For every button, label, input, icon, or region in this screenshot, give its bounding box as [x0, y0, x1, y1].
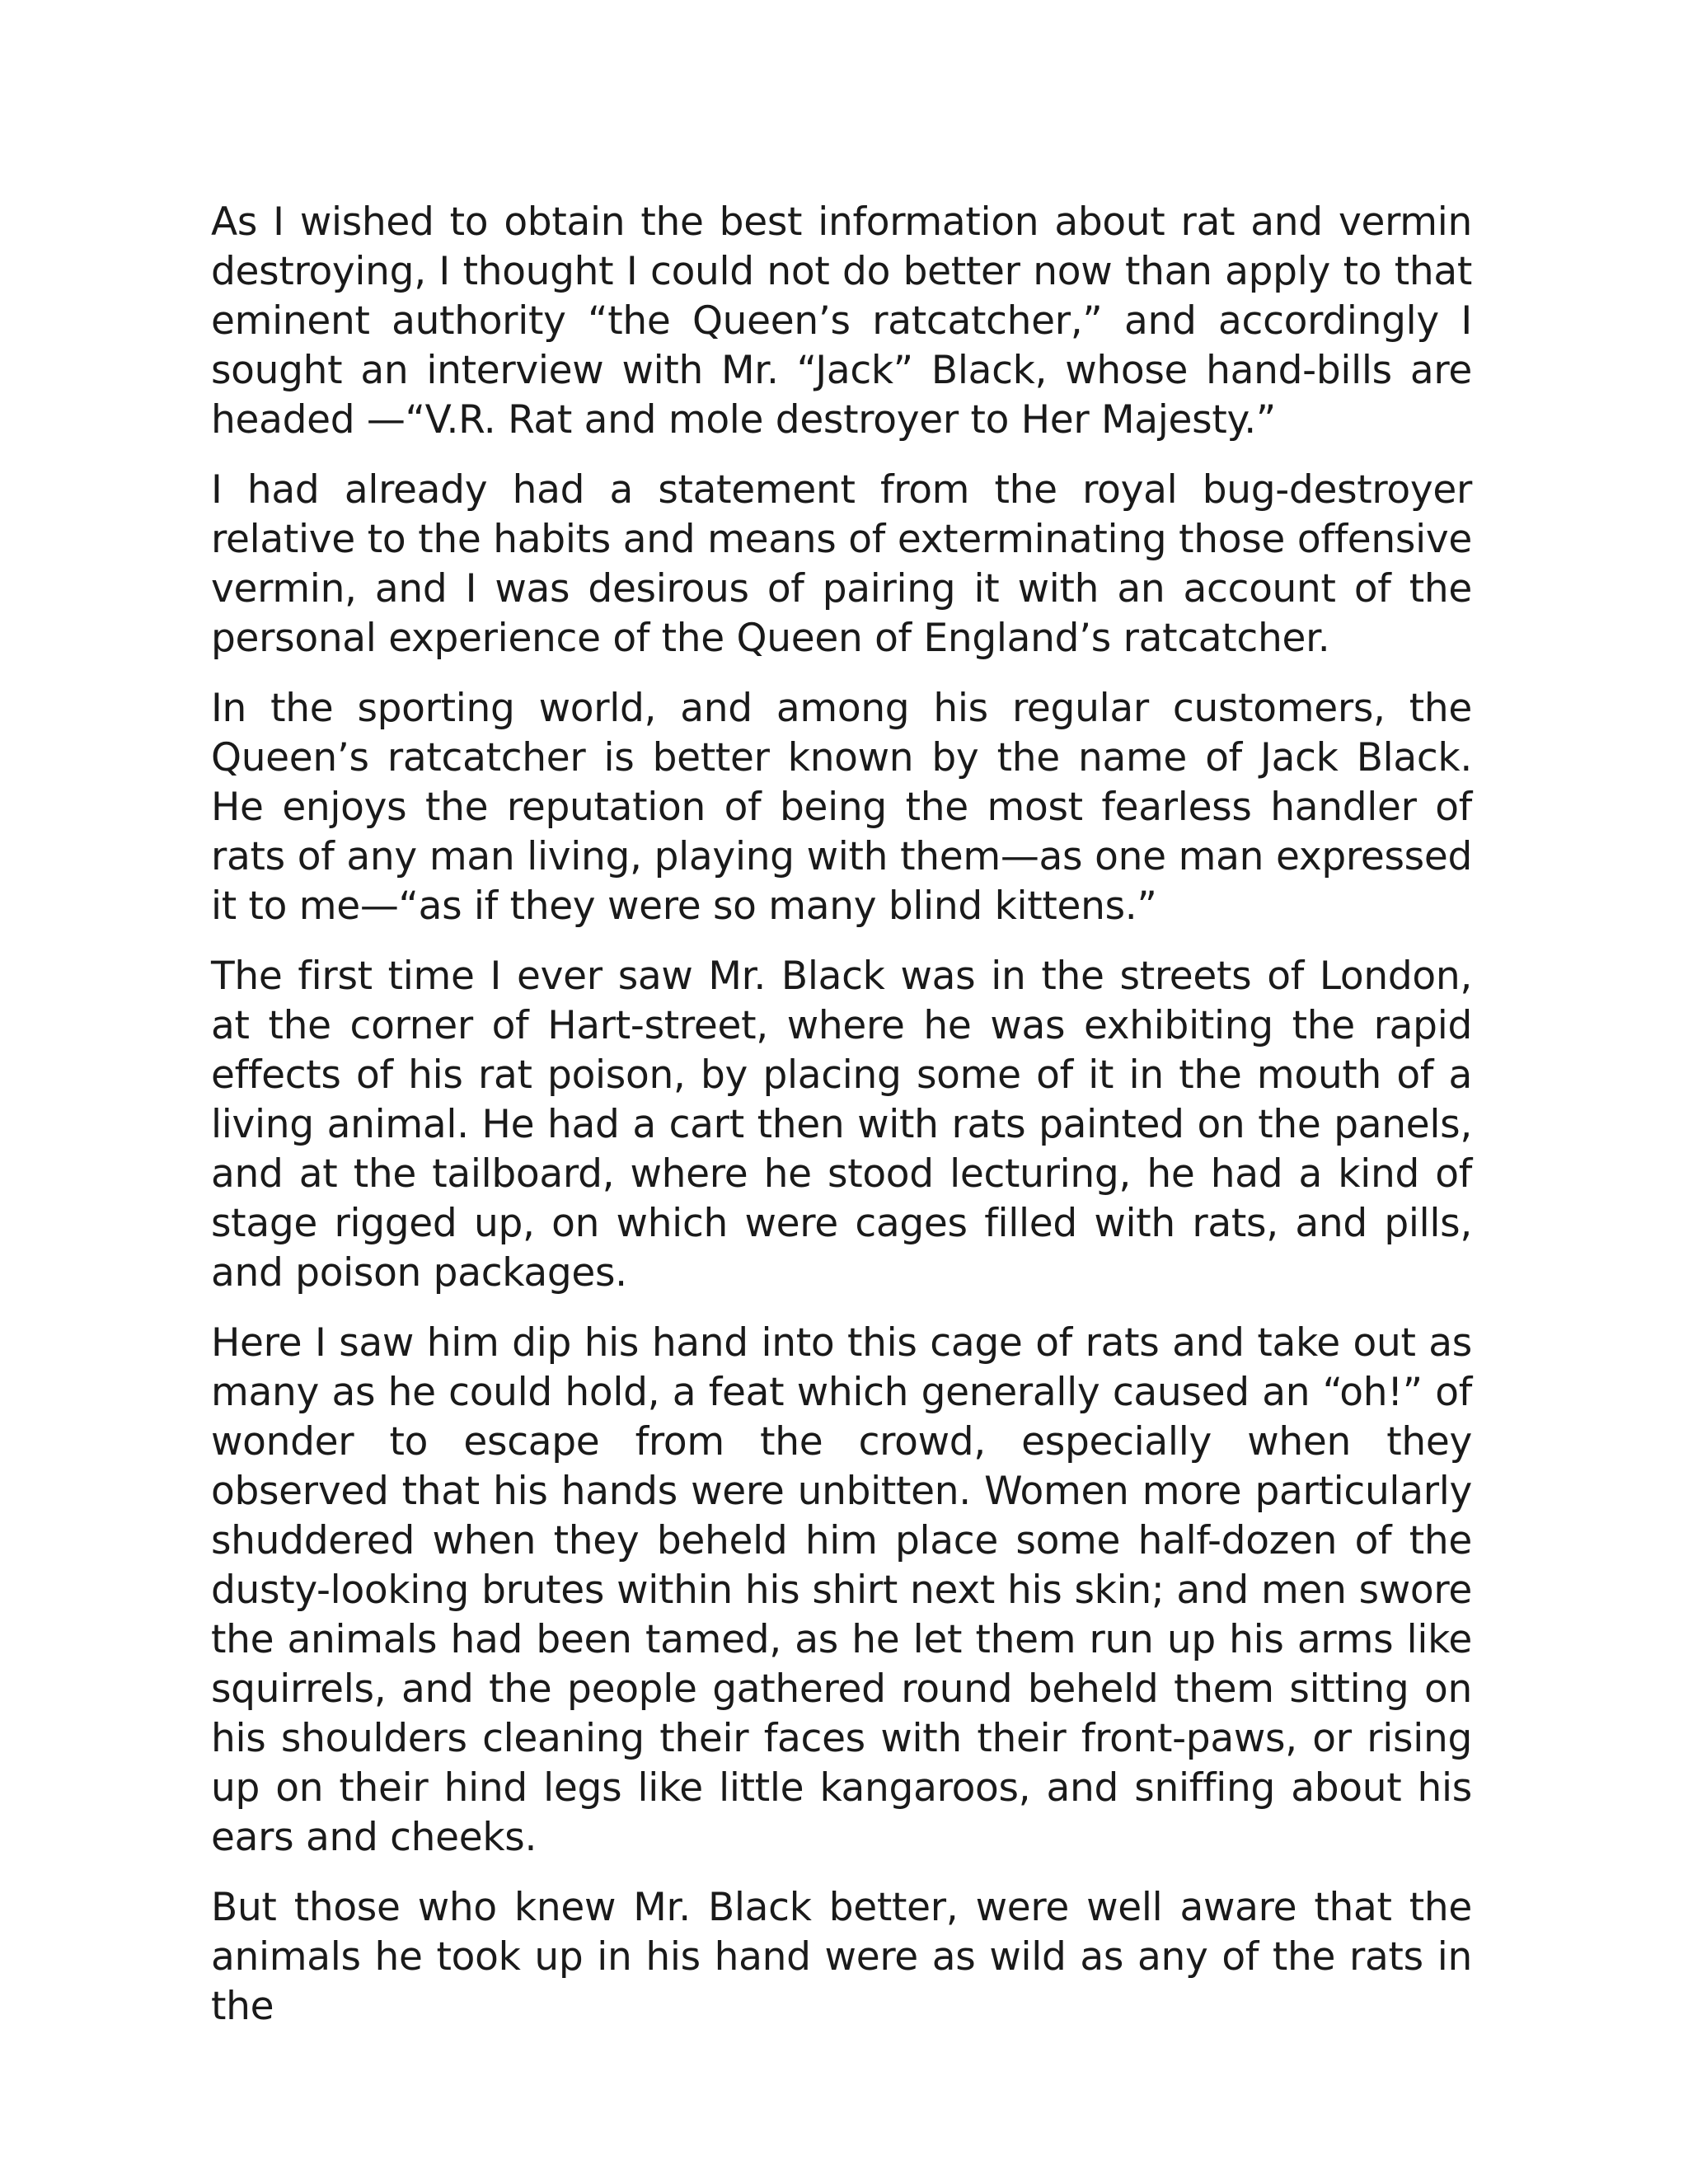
paragraph-1: As I wished to obtain the best information about rat and vermin destroying, I thought I could not do better now than apply to that eminent authority “the Queen’s ratcatcher,” and accordingly I sought an interview with Mr. “Jack” Black, whose hand-bills are headed —“V.R. Rat and mole destroyer to Her Majesty.”	[211, 199, 1472, 443]
paragraph-3: In the sporting world, and among his regular customers, the Queen’s ratcatcher is better known by the name of Jack Black. He enjoys the reputation of being the most fearless handler of rats of any man living, playing with them—as one man expressed it to me—“as if they were so many blind kittens.”	[211, 686, 1472, 929]
paragraph-6: But those who knew Mr. Black better, were well aware that the animals he took up in his hand were as wild as any of the rats in the	[211, 1885, 1472, 2029]
paragraph-2: I had already had a statement from the royal bug-destroyer relative to the habits and means of exterminating those offensive vermin, and I was desirous of pairing it with an account of the personal experience of the Queen of England’s ratcatcher.	[211, 467, 1472, 661]
body-text	[211, 198, 1472, 2052]
paragraph-4: The first time I ever saw Mr. Black was in the streets of London, at the corner of Hart-street, where he was exhibiting the rapid effects of his rat poison, by placing some of it in the mouth of a living animal. He had a cart then with rats painted on the panels, and at the tailboard, where he stood lecturing, he had a kind of stage rigged up, on which were cages filled with rats, and pills, and poison packages.	[211, 954, 1472, 1296]
paragraph-5: Here I saw him dip his hand into this cage of rats and take out as many as he could hold, a feat which generally caused an “oh!” of wonder to escape from the crowd, especially when they observed that his hands were unbitten. Women more particularly shuddered when they beheld him place some half-dozen of the dusty-looking brutes within his shirt next his skin; and men swore the animals had been tamed, as he let them run up his arms like squirrels, and the people gathered round beheld them sitting on his shoulders cleaning their faces with their front-paws, or rising up on their hind legs like little kangaroos, and sniffing about his ears and cheeks.	[211, 1320, 1472, 1860]
